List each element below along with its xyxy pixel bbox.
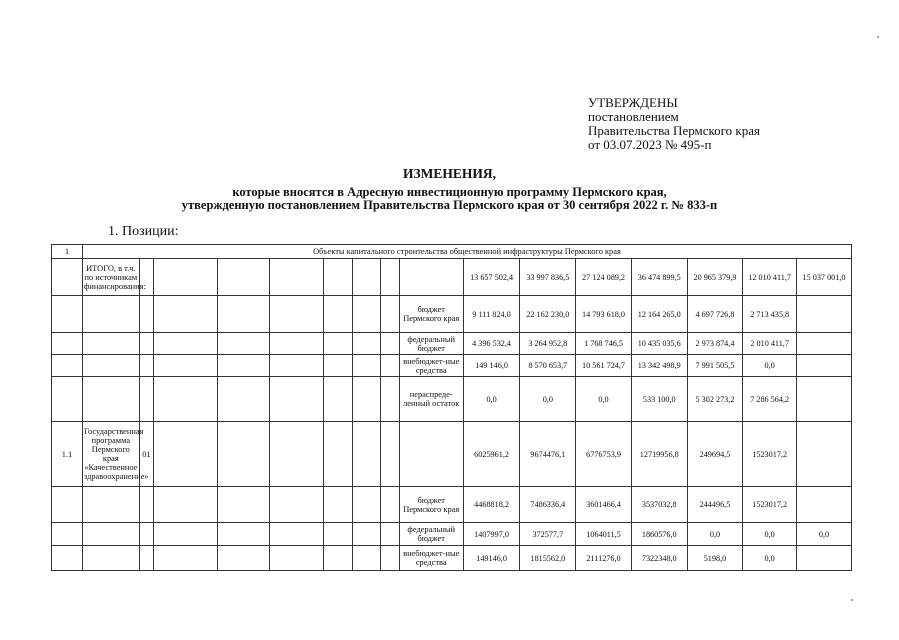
- table-header-row: [52, 245, 852, 259]
- total-label: ИТОГО, в т.ч. по источникам финансирования:: [82, 259, 139, 296]
- cell-value: 1815562,0: [520, 546, 576, 571]
- cell-value: 372577,7: [520, 523, 576, 546]
- table-row: [52, 546, 852, 571]
- header-num: 1: [52, 245, 83, 259]
- total-value: 20 965 379,9: [687, 259, 743, 296]
- cell-value: 2111276,0: [576, 546, 632, 571]
- cell-value: 14 793 618,0: [576, 296, 632, 333]
- cell-value: 4468818,2: [463, 487, 520, 523]
- cell-value: [796, 487, 851, 523]
- header-text: Объекты капитального строительства общественной инфраструктуры Пермского края: [82, 245, 851, 259]
- cell-value: 0,0: [743, 546, 797, 571]
- cell-value: 6776753,9: [576, 422, 632, 487]
- program-name: Государственная программа Пермского края «Качественное здравоохранение»: [82, 422, 139, 487]
- table-row: [52, 259, 852, 296]
- cell-value: 3601466,4: [576, 487, 632, 523]
- cell-value: 3 264 952,8: [520, 333, 576, 355]
- cell-value: 1 768 746,5: [576, 333, 632, 355]
- cell-value: 533 100,0: [631, 377, 687, 422]
- cell-value: 3537032,8: [631, 487, 687, 523]
- cell-value: 9 111 824,0: [463, 296, 520, 333]
- scan-speck: [877, 36, 879, 38]
- cell-value: 8 570 653,7: [520, 355, 576, 377]
- cell-value: 7 286 564,2: [743, 377, 797, 422]
- cell-value: 1523017,2: [743, 422, 797, 487]
- date-number: от 03.07.2023 № 495-п: [588, 137, 712, 152]
- cell-value: 7322348,0: [631, 546, 687, 571]
- cell-value: 7 991 505,5: [687, 355, 743, 377]
- table-row: [52, 422, 852, 487]
- cell-value: 5 302 273,2: [687, 377, 743, 422]
- program-code: 01: [139, 422, 153, 487]
- cell-value: 9674476,1: [520, 422, 576, 487]
- cell-value: 149 146,0: [463, 355, 520, 377]
- source-label: федеральный бюджет: [399, 523, 463, 546]
- cell-value: 5198,0: [687, 546, 743, 571]
- cell-value: 10 435 035,6: [631, 333, 687, 355]
- source-label: бюджет Пермского края: [399, 296, 463, 333]
- cell-value: 0,0: [463, 377, 520, 422]
- section-heading: 1. Позиции:: [108, 224, 179, 239]
- total-value: 12 010 411,7: [743, 259, 797, 296]
- cell-value: 149146,0: [463, 546, 520, 571]
- cell-value: 0,0: [743, 523, 797, 546]
- cell-value: 1860576,0: [631, 523, 687, 546]
- source-label: бюджет Пермского края: [399, 487, 463, 523]
- cell-value: 4 697 726,8: [687, 296, 743, 333]
- cell-value: [796, 546, 851, 571]
- cell-value: 2 713 435,8: [743, 296, 797, 333]
- total-value: 33 997 836,5: [520, 259, 576, 296]
- cell-value: 0,0: [743, 355, 797, 377]
- cell-value: 13 342 498,9: [631, 355, 687, 377]
- cell-value: 1064011,5: [576, 523, 632, 546]
- cell-value: 7486336,4: [520, 487, 576, 523]
- cell-value: 0,0: [796, 523, 851, 546]
- cell-value: 2 973 874,4: [687, 333, 743, 355]
- cell-value: 12719956,8: [631, 422, 687, 487]
- cell-value: 12 164 265,0: [631, 296, 687, 333]
- cell-value: 0,0: [687, 523, 743, 546]
- program-num: 1.1: [52, 422, 83, 487]
- cell-value: 6025961,2: [463, 422, 520, 487]
- cell-value: [796, 355, 851, 377]
- document-title: ИЗМЕНЕНИЯ,: [402, 166, 496, 181]
- source-label: федеральный бюджет: [399, 333, 463, 355]
- total-value: 15 037 001,0: [796, 259, 851, 296]
- table-row: [52, 333, 852, 355]
- cell-value: 0,0: [520, 377, 576, 422]
- approval-block: [588, 96, 760, 152]
- cell-value: 2 010 411,7: [743, 333, 797, 355]
- cell-value: 1523017,2: [743, 487, 797, 523]
- approved-label: УТВЕРЖДЕНЫ: [588, 95, 678, 110]
- source-label: внебюджет-ные средства: [399, 355, 463, 377]
- investment-table: [51, 244, 852, 571]
- scan-speck: [851, 599, 853, 601]
- document-subtitle: [0, 186, 899, 212]
- table-row: [52, 377, 852, 422]
- cell-value: 249694,5: [687, 422, 743, 487]
- total-value: 13 657 502,4: [463, 259, 520, 296]
- source-label: нераспреде-ленный остаток: [399, 377, 463, 422]
- cell-value: 10 561 724,7: [576, 355, 632, 377]
- table-row: [52, 296, 852, 333]
- cell-value: 0,0: [576, 377, 632, 422]
- cell-value: 1407997,0: [463, 523, 520, 546]
- cell-value: [796, 377, 851, 422]
- government-label: Правительства Пермского края: [588, 123, 760, 138]
- total-value: 36 474 899,5: [631, 259, 687, 296]
- cell-value: 244496,5: [687, 487, 743, 523]
- subtitle-line-2: утвержденную постановлением Правительства Пермского края от 30 сентября 2022 г. № 833-п: [181, 198, 718, 212]
- table-row: [52, 523, 852, 546]
- subtitle-line-1: которые вносятся в Адресную инвестиционную программу Пермского края,: [232, 185, 667, 199]
- cell-value: [796, 296, 851, 333]
- table-row: [52, 487, 852, 523]
- total-value: 27 124 089,2: [576, 259, 632, 296]
- cell-value: 22 162 230,0: [520, 296, 576, 333]
- source-label: внебюджет-ные средства: [399, 546, 463, 571]
- table-row: [52, 355, 852, 377]
- cell-value: [796, 422, 851, 487]
- cell-value: 4 396 532,4: [463, 333, 520, 355]
- cell-value: [796, 333, 851, 355]
- decree-label: постановлением: [588, 109, 679, 124]
